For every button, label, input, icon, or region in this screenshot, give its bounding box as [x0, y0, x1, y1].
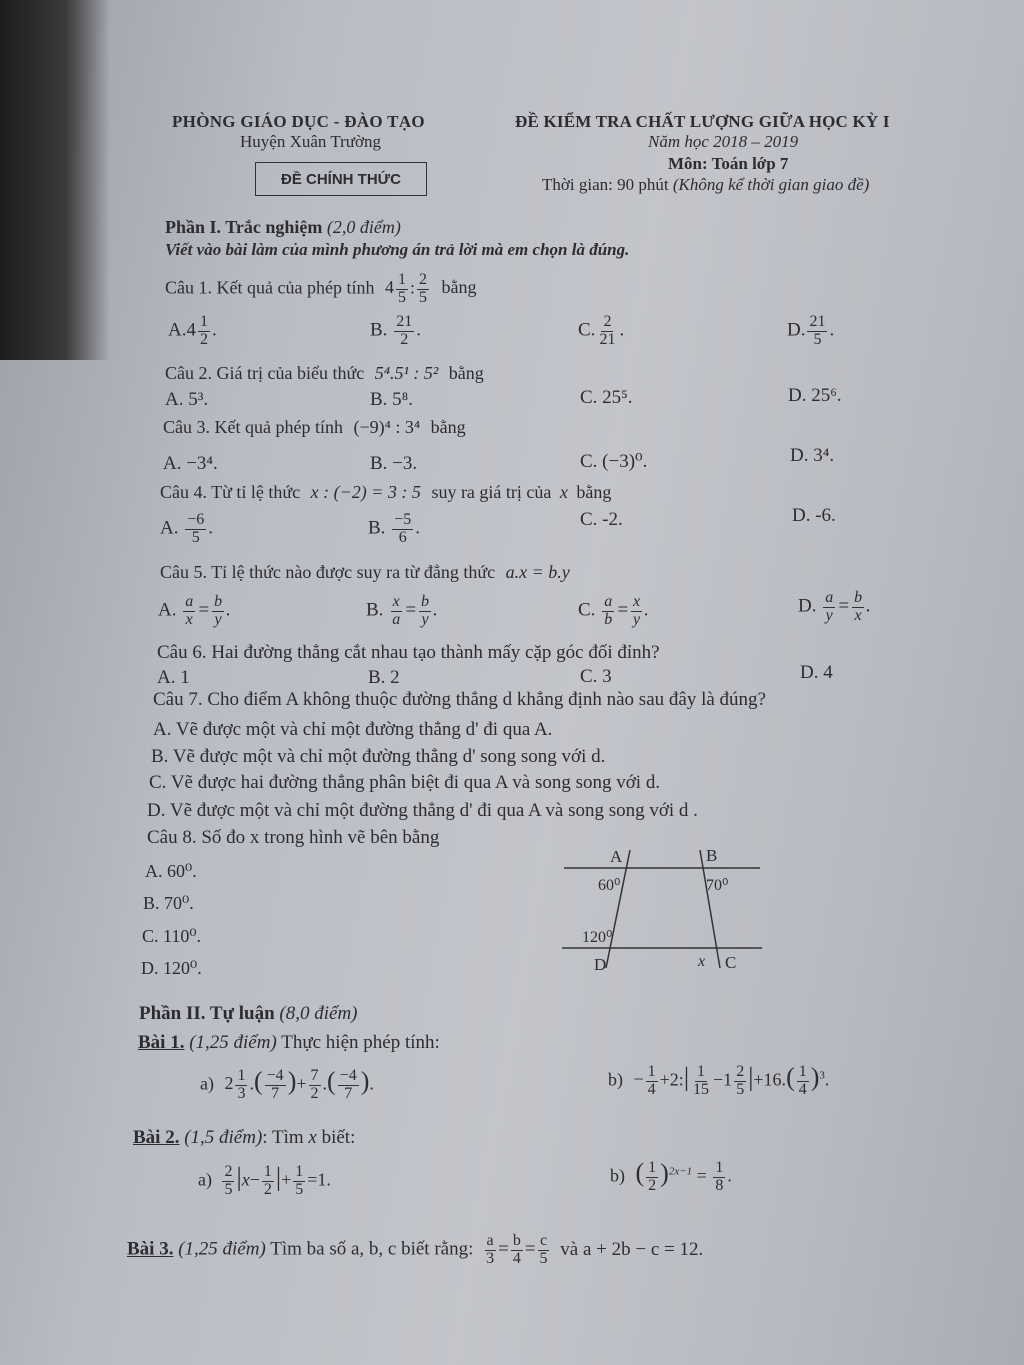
q6-option-c: C. 3 — [580, 666, 612, 687]
q5-a-n1: a — [185, 593, 194, 610]
angle-x: x — [698, 953, 706, 970]
q5-d-frac1 — [823, 590, 835, 625]
q1-a-whole: 4 — [186, 319, 196, 341]
angle-60: 60⁰ — [598, 877, 621, 894]
q1-stem-text: Câu 1. Kết quả của phép tính — [165, 277, 375, 298]
label-d: D — [594, 955, 607, 974]
time-note: (Không kể thời gian giao đề) — [672, 175, 870, 194]
label-a: A — [610, 847, 623, 866]
q3-option-b: B. −3. — [370, 453, 418, 474]
bai1-a: a) 2 $\frac{1}{3}$ .( $\frac{-4}{7}$ )+ $\frac{7}{2}$ .( $\frac{-4}{7}$ ). — [200, 1066, 374, 1102]
bai1-b-label: b) — [608, 1069, 623, 1090]
q5-stem — [160, 563, 570, 581]
angle-70: 70⁰ — [706, 877, 729, 894]
q1-d-frac — [807, 314, 827, 349]
q5-a-frac1 — [183, 594, 195, 629]
q4-a-frac — [185, 512, 206, 547]
bai1-a-label: a) — [200, 1073, 214, 1094]
q5-option-d: D. $\frac{a}{y}$ = $\frac{b}{x}$ . — [798, 589, 871, 624]
q5-c-frac1 — [602, 594, 614, 629]
q4-b-frac — [392, 512, 413, 547]
q1-expr-frac2 — [417, 272, 429, 307]
angle-120: 120⁰ — [582, 929, 613, 946]
q3-option-d: D. 3⁴. — [790, 445, 835, 466]
label-c: C — [725, 953, 737, 972]
time-main: Thời gian: 90 phút — [542, 175, 669, 194]
bai2-suffix: biết: — [321, 1127, 356, 1148]
q4-option-b: B. $\frac{-5}{6}$ . — [368, 511, 420, 546]
q5-a-n2: b — [214, 593, 223, 610]
part2-heading — [139, 1004, 358, 1023]
q5-b-frac1 — [390, 594, 402, 629]
q1-a-label: A. — [168, 319, 187, 341]
q3-option-c: C. (−3)⁰. — [580, 451, 648, 472]
q5-b-frac2 — [419, 594, 431, 629]
exam-title: ĐỀ KIỂM TRA CHẤT LƯỢNG GIỮA HỌC KỲ I — [515, 112, 890, 131]
q6-option-b: B. 2 — [368, 667, 400, 688]
department-name: PHÒNG GIÁO DỤC - ĐÀO TẠO — [172, 112, 425, 131]
q4-stem-text: Câu 4. Từ tỉ lệ thức — [160, 482, 301, 502]
q1-c-num: 2 — [603, 313, 612, 330]
q5-b-d1: a — [392, 610, 401, 628]
q5-b-n2: b — [421, 593, 430, 610]
subject: Môn: Toán lớp 7 — [668, 154, 789, 173]
q1-b-label: B. — [370, 319, 388, 341]
official-badge: ĐỀ CHÍNH THỨC — [255, 162, 427, 196]
q2-suffix: bằng — [448, 363, 484, 383]
q4-b-num: −5 — [394, 511, 412, 528]
school-year: Năm học 2018 – 2019 — [648, 132, 799, 151]
q2-option-a: A. 5³. — [165, 389, 209, 410]
q5-b-d2: y — [421, 610, 429, 628]
q1-expr-op: : — [409, 277, 415, 298]
q5-d-d2: x — [854, 606, 862, 624]
q4-option-a: A. $\frac{-6}{5}$ . — [160, 511, 214, 546]
part1-instruction: Viết vào bài làm của mình phương án trả lời mà em chọn là đúng. — [165, 240, 630, 259]
q1-expr-num2: 2 — [418, 271, 427, 288]
bai2-a: a) $\frac{2}{5}$ |x− $\frac{1}{2}$ |+ $\frac{1}{5}$ =1. — [198, 1162, 331, 1198]
bai3-line: Bài 3. (1,25 điểm) Tìm ba số a, b, c biết rằng: $\frac{a}{3}$ = $\frac{b}{4}$ = $\frac{c}{5}$ và a + 2b − c = 12. — [127, 1232, 704, 1267]
q6-option-a: A. 1 — [157, 667, 190, 688]
bai1-text: Thực hiện phép tính: — [281, 1032, 440, 1053]
q5-d-n1: a — [825, 589, 834, 606]
q3-suffix: bằng — [430, 417, 466, 437]
q5-a-label: A. — [158, 599, 177, 621]
q3-expr: (−9)⁴ : 3⁴ — [353, 417, 421, 437]
q1-a-frac — [198, 314, 210, 349]
q2-option-d: D. 25⁶. — [788, 385, 842, 406]
q5-stem-text: Câu 5. Tỉ lệ thức nào được suy ra từ đẳng thức — [160, 562, 496, 582]
q5-d-n2: b — [854, 589, 863, 606]
q2-stem — [165, 364, 484, 382]
bai2-a-label: a) — [198, 1169, 212, 1190]
bai1-heading — [138, 1033, 440, 1052]
bai2-var: x — [308, 1127, 317, 1148]
q1-a-num: 1 — [199, 313, 208, 330]
q1-expr-whole: 4 — [384, 277, 394, 298]
q4-a-num: −6 — [187, 511, 205, 528]
part1-title: Phần I. Trắc nghiệm — [165, 217, 323, 237]
geometry-figure — [560, 842, 765, 977]
q4-expr: x : (−2) = 3 : 5 — [310, 482, 421, 502]
q1-option-a: A.4 $\frac{1}{2}$ . — [168, 313, 217, 348]
bai2-points: (1,5 điểm) — [184, 1127, 263, 1148]
q1-a-den: 2 — [199, 330, 208, 348]
q7-option-a: A. Vẽ được một và chỉ một đường thẳng d' đi qua A. — [153, 719, 553, 740]
q6-option-d: D. 4 — [800, 662, 833, 683]
label-b: B — [706, 846, 718, 865]
q4-suffix: bằng — [576, 482, 612, 502]
q8-stem: Câu 8. Số đo x trong hình vẽ bên bằng — [147, 827, 440, 848]
q5-expr: a.x = b.y — [505, 562, 570, 582]
q1-b-den: 2 — [400, 330, 409, 348]
q1-b-num: 21 — [396, 313, 413, 330]
q4-b-den: 6 — [398, 528, 407, 546]
q3-option-a: A. −3⁴. — [163, 453, 218, 474]
bai1-b: b) − $\frac{1}{4}$ +2:| $\frac{1}{15}$ −1 $\frac{2}{5}$ |+16.( $\frac{1}{4}$ )$^3$. — [608, 1062, 830, 1098]
q5-option-b: B. $\frac{x}{a}$ = $\frac{b}{y}$ . — [366, 593, 438, 628]
part2-points: (8,0 điểm) — [279, 1003, 358, 1024]
q6-stem: Câu 6. Hai đường thẳng cắt nhau tạo thành mấy cặp góc đối đỉnh? — [157, 642, 660, 663]
q7-option-c: C. Vẽ được hai đường thẳng phân biệt đi qua A và song song với d. — [149, 772, 661, 793]
q2-option-b: B. 5⁸. — [370, 389, 414, 410]
q5-b-n1: x — [392, 593, 400, 610]
q7-option-d: D. Vẽ được một và chỉ một đường thẳng d' đi qua A và song song với d . — [147, 800, 698, 821]
q5-c-n2: x — [633, 593, 641, 610]
q5-option-c: C. $\frac{a}{b}$ = $\frac{x}{y}$ . — [578, 593, 649, 628]
bai1-points: (1,25 điểm) — [189, 1032, 277, 1053]
q2-stem-text: Câu 2. Giá trị của biểu thức — [165, 363, 365, 383]
q4-option-d: D. -6. — [792, 505, 836, 526]
q1-expr-den1: 5 — [397, 288, 406, 306]
q5-c-d1: b — [604, 610, 613, 628]
q8-option-d: D. 120⁰. — [141, 958, 202, 978]
q5-a-d1: x — [185, 610, 193, 628]
q7-option-b: B. Vẽ được một và chỉ một đường thẳng d' song song với d. — [151, 746, 606, 767]
q5-c-label: C. — [578, 599, 596, 621]
bai1-title: Bài 1. — [138, 1032, 185, 1053]
q3-stem — [163, 418, 466, 436]
bai3-title: Bài 3. — [127, 1238, 174, 1260]
q5-a-d2: y — [214, 610, 222, 628]
q4-option-c: C. -2. — [580, 509, 623, 530]
q4-a-label: A. — [160, 517, 179, 539]
q1-c-den: 21 — [599, 330, 616, 348]
bai2-b: b) ( $\frac{1}{2}$ )$^{2x-1}$ = $\frac{1}{8}$ . — [610, 1158, 732, 1194]
q2-option-c: C. 25⁵. — [580, 387, 633, 408]
q5-option-a: A. $\frac{a}{x}$ = $\frac{b}{y}$ . — [158, 593, 231, 628]
q1-d-num: 21 — [809, 313, 826, 330]
q1-option-d: D. $\frac{21}{5}$ . — [787, 313, 835, 348]
q5-c-frac2 — [631, 594, 642, 629]
q1-d-den: 5 — [813, 330, 822, 348]
q5-d-frac2 — [852, 590, 864, 625]
q3-stem-text: Câu 3. Kết quả phép tính — [163, 417, 343, 437]
bai3-text: Tìm ba số a, b, c biết rằng: — [270, 1238, 474, 1260]
bai2-b-label: b) — [610, 1165, 625, 1186]
q5-c-n1: a — [604, 593, 613, 610]
district-name: Huyện Xuân Trường — [240, 132, 381, 151]
q5-c-d2: y — [633, 610, 641, 628]
q4-stem — [160, 483, 611, 501]
q4-a-den: 5 — [191, 528, 200, 546]
q1-b-frac — [394, 314, 414, 349]
shadow-area — [0, 0, 110, 360]
part2-title: Phần II. Tự luận — [139, 1003, 275, 1024]
q1-stem — [165, 272, 476, 307]
q1-c-frac — [597, 314, 617, 349]
bai3-points: (1,25 điểm) — [178, 1238, 266, 1260]
q4-b-label: B. — [368, 517, 386, 539]
q4-var: x — [559, 482, 568, 502]
q5-a-frac2 — [212, 594, 224, 629]
bai2-heading — [133, 1128, 355, 1147]
bai2-text: : Tìm — [262, 1127, 304, 1148]
q1-d-label: D. — [787, 319, 806, 341]
q1-option-c: C. $\frac{2}{21}$ . — [578, 313, 625, 348]
q2-expr: 5⁴.5¹ : 5² — [374, 363, 439, 383]
bai3-cond: và a + 2b − c = 12. — [560, 1238, 704, 1260]
q5-d-d1: y — [825, 606, 833, 624]
part1-points: (2,0 điểm) — [326, 217, 401, 237]
q1-expr-den2: 5 — [418, 288, 427, 306]
q1-expr-frac1 — [396, 272, 408, 307]
q5-d-label: D. — [798, 595, 817, 617]
q4-mid: suy ra giá trị của — [431, 482, 552, 502]
q1-suffix: bằng — [441, 277, 477, 298]
q1-option-b: B. $\frac{21}{2}$ . — [370, 313, 421, 348]
q5-b-label: B. — [366, 599, 384, 621]
q8-option-c: C. 110⁰. — [142, 926, 202, 946]
q1-c-label: C. — [578, 319, 596, 341]
q1-expr-num1: 1 — [397, 271, 406, 288]
q8-option-b: B. 70⁰. — [143, 893, 194, 913]
bai2-title: Bài 2. — [133, 1127, 180, 1148]
q7-stem: Câu 7. Cho điểm A không thuộc đường thẳng d khẳng định nào sau đây là đúng? — [153, 689, 766, 710]
q8-option-a: A. 60⁰. — [145, 861, 197, 881]
part1-heading — [165, 218, 401, 236]
exam-time — [542, 176, 869, 193]
